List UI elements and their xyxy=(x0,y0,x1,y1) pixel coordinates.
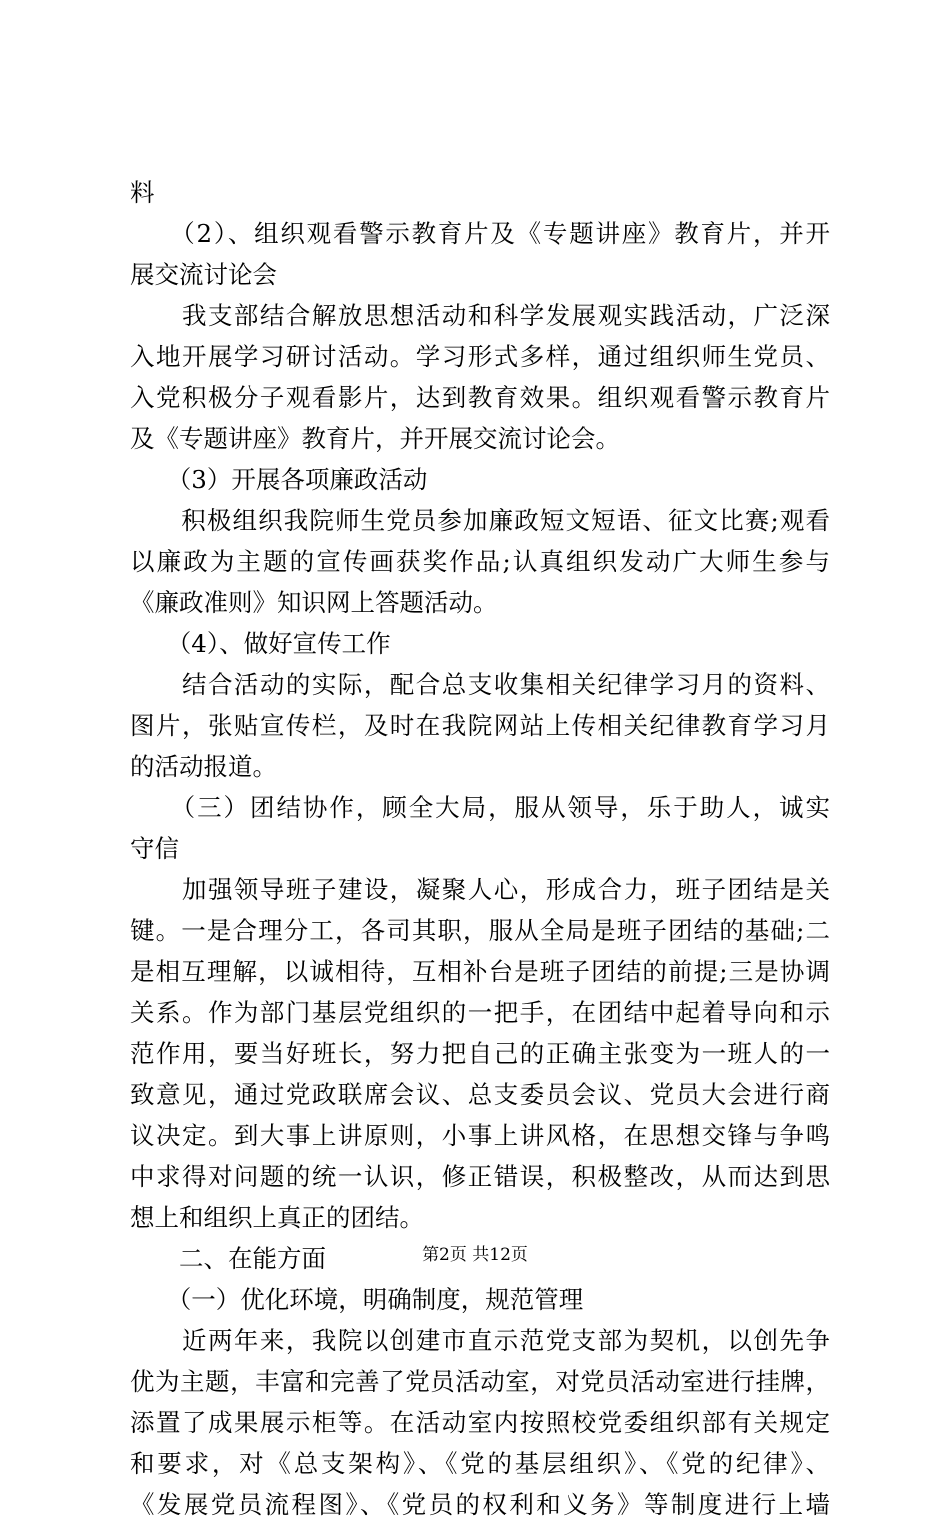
text-line: 展交流讨论会 xyxy=(130,260,277,289)
document-body xyxy=(130,172,830,1525)
text-line: 优为主题，丰富和完善了党员活动室，对党员活动室进行挂牌， xyxy=(130,1367,830,1396)
text-line: 及《专题讲座》教育片，并开展交流讨论会。 xyxy=(130,424,620,453)
text-line: （4）、做好宣传工作 xyxy=(130,629,391,658)
text-line: 中求得对问题的统一认识，修正错误，积极整改，从而达到思 xyxy=(130,1162,830,1191)
text-line: 守信 xyxy=(130,834,179,863)
text-line: 关系。作为部门基层党组织的一把手，在团结中起着导向和示 xyxy=(130,998,830,1027)
text-line: 加强领导班子建设，凝聚人心，形成合力，班子团结是关 xyxy=(130,875,830,904)
text-line: （2）、组织观看警示教育片及《专题讲座》教育片，并开 xyxy=(130,219,830,248)
text-line: 以廉政为主题的宣传画获奖作品;认真组织发动广大师生参与 xyxy=(130,547,830,576)
text-line: 的活动报道。 xyxy=(130,752,277,781)
text-line: 键。一是合理分工，各司其职，服从全局是班子团结的基础;二 xyxy=(130,916,830,945)
text-line: 结合活动的实际，配合总支收集相关纪律学习月的资料、 xyxy=(130,670,830,699)
text-line: 添置了成果展示柜等。在活动室内按照校党委组织部有关规定 xyxy=(130,1408,830,1437)
text-line: 入党积极分子观看影片，达到教育效果。组织观看警示教育片 xyxy=(130,383,830,412)
text-line: （3）开展各项廉政活动 xyxy=(130,465,428,494)
text-line: 《发展党员流程图》、《党员的权利和义务》等制度进行上墙 xyxy=(130,1490,830,1519)
text-line: 《廉政准则》知识网上答题活动。 xyxy=(130,588,498,617)
text-line: 范作用，要当好班长，努力把自己的正确主张变为一班人的一 xyxy=(130,1039,830,1068)
text-line: 入地开展学习研讨活动。学习形式多样，通过组织师生党员、 xyxy=(130,342,830,371)
text-line: 图片，张贴宣传栏，及时在我院网站上传相关纪律教育学习月 xyxy=(130,711,830,740)
text-line: 料 xyxy=(130,178,155,207)
text-line: （一）优化环境，明确制度，规范管理 xyxy=(130,1285,584,1314)
text-line: 想上和组织上真正的团结。 xyxy=(130,1203,424,1232)
text-line: 近两年来，我院以创建市直示范党支部为契机，以创先争 xyxy=(130,1326,830,1355)
text-line: 我支部结合解放思想活动和科学发展观实践活动，广泛深 xyxy=(130,301,830,330)
text-line: 二、在能方面 xyxy=(130,1244,326,1273)
text-line: （三）团结协作，顾全大局，服从领导，乐于助人，诚实 xyxy=(130,793,830,822)
text-line: 致意见，通过党政联席会议、总支委员会议、党员大会进行商 xyxy=(130,1080,830,1109)
text-line: 是相互理解，以诚相待，互相补台是班子团结的前提;三是协调 xyxy=(130,957,830,986)
text-line: 议决定。到大事上讲原则，小事上讲风格，在思想交锋与争鸣 xyxy=(130,1121,830,1150)
page-footer: 第2页 共12页 xyxy=(422,1245,528,1265)
text-line: 积极组织我院师生党员参加廉政短文短语、征文比赛;观看 xyxy=(130,506,830,535)
text-line: 和要求，对《总支架构》、《党的基层组织》、《党的纪律》、 xyxy=(130,1449,830,1478)
